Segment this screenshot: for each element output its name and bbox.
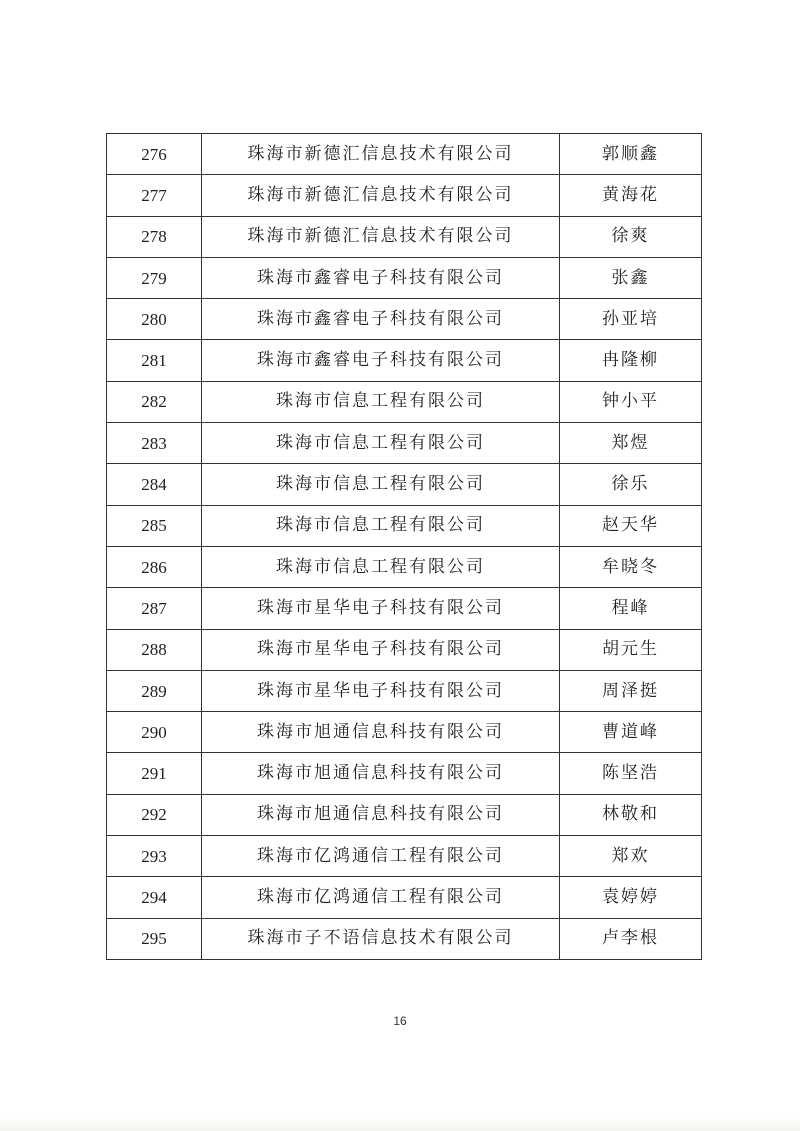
company-name: 珠海市亿鸿通信工程有限公司	[202, 877, 560, 918]
table-row	[107, 134, 702, 175]
table-row	[107, 753, 702, 794]
person-name: 胡元生	[560, 629, 702, 670]
table-row	[107, 877, 702, 918]
person-name: 曹道峰	[560, 712, 702, 753]
row-number: 286	[107, 546, 202, 587]
company-name: 珠海市旭通信息科技有限公司	[202, 794, 560, 835]
table-row	[107, 836, 702, 877]
person-name: 周泽挺	[560, 670, 702, 711]
company-name: 珠海市新德汇信息技术有限公司	[202, 134, 560, 175]
row-number: 283	[107, 423, 202, 464]
table-row	[107, 670, 702, 711]
row-number: 280	[107, 299, 202, 340]
person-name: 孙亚培	[560, 299, 702, 340]
row-number: 278	[107, 216, 202, 257]
person-name: 牟晓冬	[560, 546, 702, 587]
company-name: 珠海市星华电子科技有限公司	[202, 670, 560, 711]
person-name: 黄海花	[560, 175, 702, 216]
row-number: 291	[107, 753, 202, 794]
person-name: 林敬和	[560, 794, 702, 835]
row-number: 289	[107, 670, 202, 711]
roster-table	[106, 133, 702, 960]
table-row	[107, 423, 702, 464]
table-row	[107, 588, 702, 629]
table-row	[107, 175, 702, 216]
company-name: 珠海市旭通信息科技有限公司	[202, 753, 560, 794]
row-number: 279	[107, 257, 202, 298]
table-row	[107, 257, 702, 298]
person-name: 陈坚浩	[560, 753, 702, 794]
row-number: 284	[107, 464, 202, 505]
person-name: 钟小平	[560, 381, 702, 422]
scan-edge	[0, 1117, 800, 1131]
table-row	[107, 712, 702, 753]
table-row	[107, 505, 702, 546]
company-name: 珠海市旭通信息科技有限公司	[202, 712, 560, 753]
company-name: 珠海市信息工程有限公司	[202, 546, 560, 587]
table-row	[107, 299, 702, 340]
table-row	[107, 546, 702, 587]
company-name: 珠海市鑫睿电子科技有限公司	[202, 257, 560, 298]
person-name: 冉隆柳	[560, 340, 702, 381]
row-number: 288	[107, 629, 202, 670]
person-name: 徐爽	[560, 216, 702, 257]
person-name: 袁婷婷	[560, 877, 702, 918]
row-number: 281	[107, 340, 202, 381]
person-name: 程峰	[560, 588, 702, 629]
person-name: 郑欢	[560, 836, 702, 877]
person-name: 赵天华	[560, 505, 702, 546]
person-name: 徐乐	[560, 464, 702, 505]
row-number: 292	[107, 794, 202, 835]
company-name: 珠海市鑫睿电子科技有限公司	[202, 340, 560, 381]
table-row	[107, 340, 702, 381]
roster-table-body	[107, 134, 702, 960]
person-name: 郭顺鑫	[560, 134, 702, 175]
row-number: 282	[107, 381, 202, 422]
company-name: 珠海市星华电子科技有限公司	[202, 629, 560, 670]
table-row	[107, 464, 702, 505]
row-number: 287	[107, 588, 202, 629]
company-name: 珠海市新德汇信息技术有限公司	[202, 216, 560, 257]
table-row	[107, 216, 702, 257]
row-number: 295	[107, 918, 202, 959]
company-name: 珠海市子不语信息技术有限公司	[202, 918, 560, 959]
row-number: 276	[107, 134, 202, 175]
row-number: 277	[107, 175, 202, 216]
company-name: 珠海市信息工程有限公司	[202, 464, 560, 505]
page-number: 16	[393, 1014, 407, 1028]
row-number: 285	[107, 505, 202, 546]
company-name: 珠海市信息工程有限公司	[202, 505, 560, 546]
company-name: 珠海市鑫睿电子科技有限公司	[202, 299, 560, 340]
person-name: 卢李根	[560, 918, 702, 959]
company-name: 珠海市信息工程有限公司	[202, 381, 560, 422]
person-name: 郑煜	[560, 423, 702, 464]
row-number: 293	[107, 836, 202, 877]
company-name: 珠海市亿鸿通信工程有限公司	[202, 836, 560, 877]
row-number: 294	[107, 877, 202, 918]
company-name: 珠海市新德汇信息技术有限公司	[202, 175, 560, 216]
table-row	[107, 381, 702, 422]
company-name: 珠海市信息工程有限公司	[202, 423, 560, 464]
row-number: 290	[107, 712, 202, 753]
company-name: 珠海市星华电子科技有限公司	[202, 588, 560, 629]
table-row	[107, 629, 702, 670]
person-name: 张鑫	[560, 257, 702, 298]
table-row	[107, 918, 702, 959]
table-row	[107, 794, 702, 835]
